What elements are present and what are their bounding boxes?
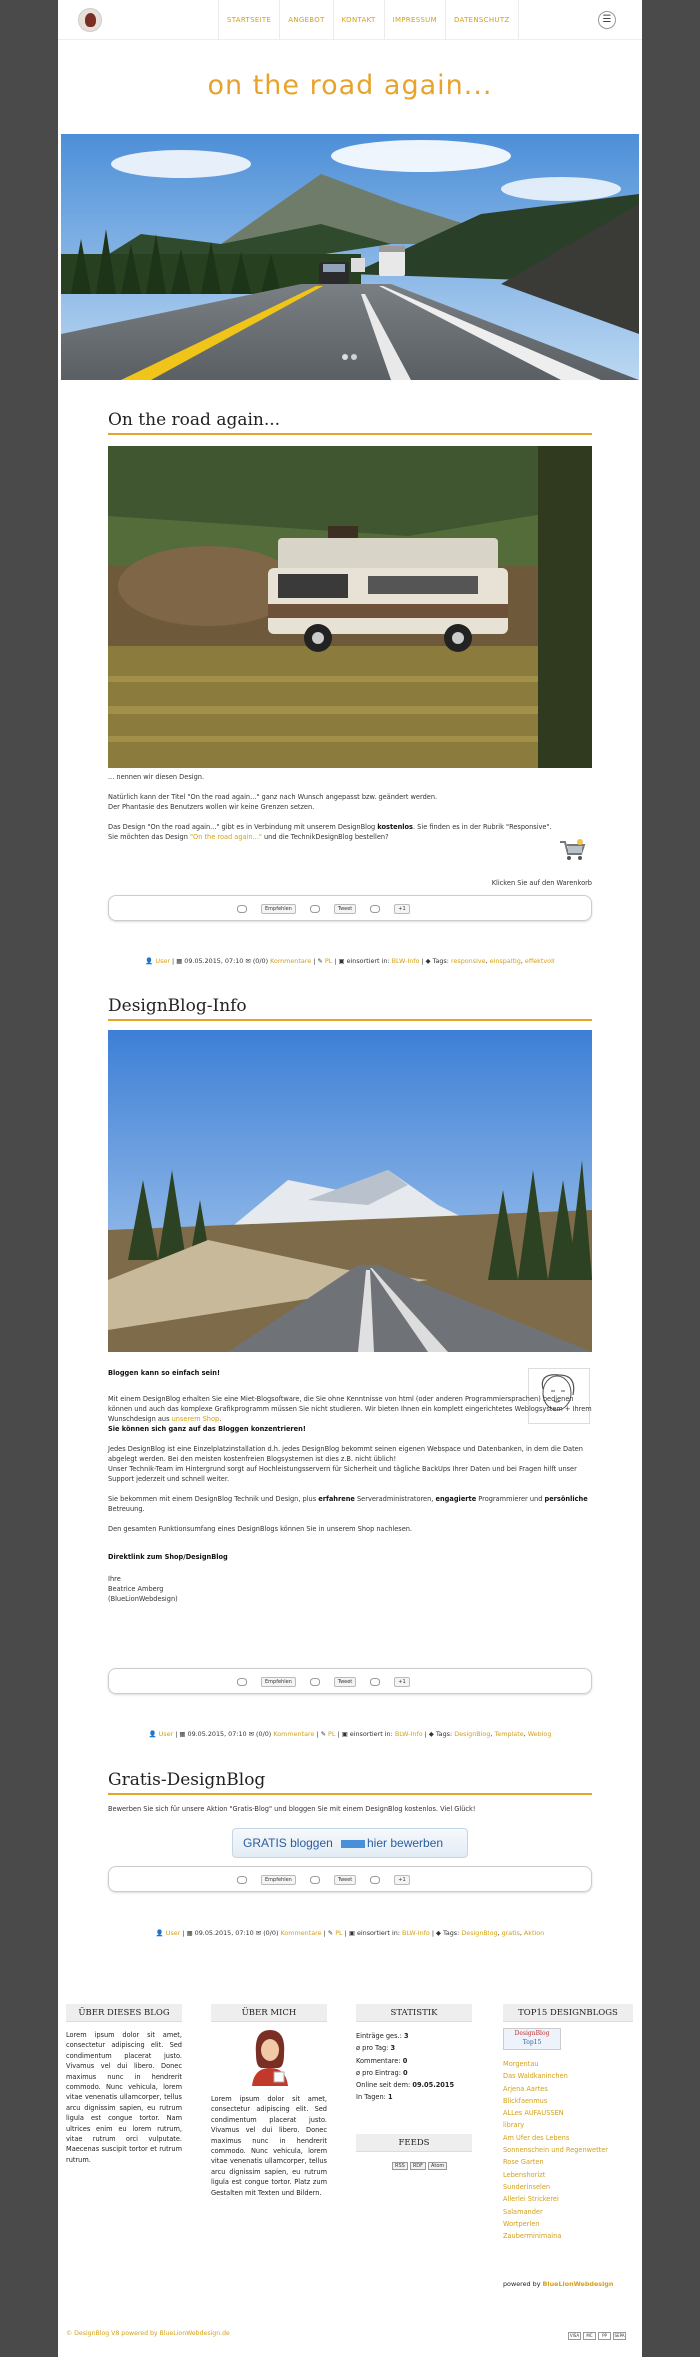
facebook-like-button[interactable]: Empfehlen: [261, 1875, 296, 1885]
post1-tag-link[interactable]: effektvoll: [524, 957, 555, 965]
post3-date: 09.05.2015, 07:10: [194, 1929, 254, 1937]
user-icon: 👤: [145, 957, 154, 965]
tweet-button[interactable]: Tweet: [334, 1677, 356, 1687]
widget-title-feeds: FEEDS: [356, 2134, 472, 2152]
post2-date: 09.05.2015, 07:10: [187, 1730, 247, 1738]
link-icon: ✎: [317, 957, 323, 965]
post3-p1: Bewerben Sie sich für unsere Aktion "Gratis-Blog" und bloggen Sie mit einem DesignBlog kostenlos. Viel Glück!: [108, 1805, 476, 1813]
top15-link[interactable]: Blickfaenmus: [503, 2096, 548, 2105]
visa-icon: VISA: [569, 2333, 580, 2338]
post2-p1: [108, 1394, 592, 1424]
top-navigation: [58, 0, 642, 40]
post1-tag-link[interactable]: einspaltig: [489, 957, 521, 965]
rss-feed-button[interactable]: RSS: [392, 2162, 408, 2170]
copyright-text[interactable]: © DesignBlog V8 powered by BlueLionWebdesign.de: [66, 2330, 230, 2337]
nav-item-angebot[interactable]: ANGEBOT: [279, 0, 332, 40]
post1-meta: 👤 User | ▦ 09.05.2015, 07:10 ✉ (0/0) Kommentare | ✎ PL | ▣ einsortiert in: BLW-Info | ◆ Tags: responsive, einspaltig, effektvoll: [145, 957, 555, 965]
eye-icon: [237, 1876, 247, 1884]
post-image-motorhome: [108, 446, 592, 768]
post2-meta: 👤 User | ▦ 09.05.2015, 07:10 ✉ (0/0) Kommentare | ✎ PL | ▣ einsortiert in: BLW-Info | ◆ Tags: DesignBlog, Template, Weblog: [148, 1730, 552, 1738]
post2-body: [108, 1394, 592, 1604]
post1-permalink[interactable]: PL: [324, 957, 333, 965]
sepa-icon: SEPA: [614, 2333, 625, 2338]
hero-slider-image: [61, 134, 639, 380]
comment-icon: ✉: [245, 957, 251, 965]
stat-value: 0: [403, 2068, 408, 2077]
post1-order: [108, 832, 592, 842]
folder-icon: ▣: [341, 1730, 348, 1738]
post2-intro: Bloggen kann so einfach sein!: [108, 1369, 220, 1377]
post2-direct-shop-link[interactable]: Direktlink zum Shop/DesignBlog: [108, 1553, 228, 1561]
post2-filed-label: einsortiert in:: [349, 1730, 393, 1738]
post1-offer-pre: Das Design "On the road again..." gibt es in Verbindung mit unserem DesignBlog: [108, 823, 378, 831]
widget-about-blog-text: Lorem ipsum dolor sit amet, consectetur adipiscing elit. Sed condimentum placerat justo. Vivamus vel dui libero. Donec maximus nunc in hendrerit commodo. Nunc vehicula, lorem vitae venenatis ullamcorper, tellus arcu dignissim sapien, eu rutrum ligula est congue tortor. Nam ultrices enim eu lorem rutrum, vitae rutrum orci vulputate. Maecenas suscipit tortor et rutrum rutrum.: [66, 2031, 182, 2164]
calendar-icon: ▦: [179, 1730, 186, 1738]
stat-label: Einträge ges.:: [356, 2032, 404, 2040]
stat-value: 09.05.2015: [412, 2081, 455, 2090]
post2-tags-label: Tags:: [435, 1730, 453, 1738]
stat-row: [356, 2079, 472, 2091]
tag-icon: ◆: [428, 1730, 434, 1738]
post3-filed-label: einsortiert in:: [356, 1929, 400, 1937]
eye-icon: [370, 1678, 380, 1686]
post1-author-link[interactable]: User: [155, 957, 170, 965]
post3-tag-link[interactable]: gratis: [501, 1929, 520, 1937]
post2-p4-e: Betreuung.: [108, 1505, 145, 1513]
post1-tag-link[interactable]: responsive: [450, 957, 486, 965]
top15-link[interactable]: Arjena Aartes: [503, 2084, 548, 2093]
nav-item-impressum[interactable]: IMPRESSUM: [384, 0, 445, 40]
stat-label: In Tagen:: [356, 2093, 388, 2102]
post1-category-link[interactable]: BLW-Info: [391, 957, 420, 965]
widget-about-me-text: Lorem ipsum dolor sit amet, consectetur adipiscing elit. Sed condimentum placerat justo. Vivamus vel dui libero. Donec maximus nunc in hendrerit commodo. Nunc vehicula, lorem vitae venenatis ullamcorper, tellus arcu dignissim sapien, eu rutrum ligula est congue tortor. Platz zum Gestalten mit Texten und Bildern.: [211, 2095, 327, 2197]
post2-sign-1: Ihre: [108, 1575, 121, 1583]
banner-left-text: GRATIS bloggen: [243, 1836, 333, 1850]
top15-link[interactable]: Am Ufer des Lebens: [503, 2133, 570, 2142]
gratis-banner-button[interactable]: [232, 1828, 468, 1858]
menu-toggle-icon[interactable]: ☰: [598, 11, 616, 29]
top15-link[interactable]: Salamander: [503, 2207, 543, 2216]
link-icon: ✎: [327, 1929, 334, 1937]
stat-row: [356, 2091, 472, 2103]
stat-row: [356, 2067, 472, 2079]
post2-p3: Unser Technik-Team im Hintergrund sorgt auf Hochleistungsservern für Sicherheit und tägliche BackUps Ihrer Daten und bei Fragen hilft unser Support jederzeit und schnell weiter.: [108, 1465, 577, 1483]
post1-text: [108, 772, 592, 842]
post2-category-link[interactable]: BLW-Info: [394, 1730, 423, 1738]
banner-right-text: hier bewerben: [367, 1836, 444, 1850]
post3-tag-link[interactable]: DesignBlog: [461, 1929, 498, 1937]
top15-link[interactable]: Zauberminimaina: [503, 2232, 562, 2241]
top15-link[interactable]: Rose Garten: [503, 2158, 544, 2167]
post2-p1-text: Mit einem DesignBlog erhalten Sie eine Miet-Blogsoftware, die Sie ohne Kenntnisse von html (oder anderen Programmiersprachen) bedienen können und auch das komplexe Grafikprogramm müssen Sie nicht studieren. Wir bieten Ihnen ein komplett eingerichtetes Weblogsystem + Ihrem Wunschdesign aus: [108, 1395, 592, 1423]
post3-category-link[interactable]: BLW-Info: [401, 1929, 430, 1937]
post3-author-link[interactable]: User: [165, 1929, 181, 1937]
comment-icon: ✉: [255, 1929, 262, 1937]
top15-link[interactable]: library: [503, 2121, 525, 2130]
post1-offer: [108, 822, 592, 832]
eye-icon: [310, 1876, 320, 1884]
post2-tag-link[interactable]: DesignBlog: [454, 1730, 491, 1738]
stat-value: 3: [403, 2032, 409, 2040]
powered-by: [503, 2280, 613, 2288]
top15-badge[interactable]: [503, 2028, 561, 2050]
widget-title-top15: TOP15 DESIGNBLOGS: [503, 2004, 633, 2022]
comment-icon: ✉: [248, 1730, 254, 1738]
post-title-designblog-info[interactable]: DesignBlog-Info: [108, 996, 592, 1021]
stat-value: 0: [402, 2056, 408, 2065]
post2-p4: [108, 1494, 592, 1514]
post1-date: 09.05.2015, 07:10: [184, 957, 244, 965]
arrow-right-icon: [341, 1840, 365, 1848]
tag-icon: ◆: [436, 1929, 441, 1937]
feed-buttons: [392, 2162, 447, 2170]
post2-comment-count: (0/0): [256, 1730, 272, 1738]
shopping-cart-icon[interactable]: [558, 836, 586, 864]
post2-comments-link[interactable]: Kommentare: [273, 1730, 315, 1738]
calendar-icon: ▦: [186, 1929, 193, 1937]
post2-p4-b1: erfahrene: [318, 1495, 355, 1503]
google-plus-button[interactable]: +1: [394, 904, 409, 914]
stat-row: [356, 2055, 472, 2067]
main-menu: [218, 0, 519, 40]
stats-list: [356, 2030, 472, 2104]
post1-order-pre: Sie möchten das Design: [108, 833, 190, 841]
post1-comment-count: (0/0): [252, 957, 269, 965]
stat-value: 3: [390, 2044, 396, 2053]
site-title: on the road again...: [207, 70, 493, 101]
google-plus-button[interactable]: +1: [394, 1677, 409, 1687]
post1-comments-link[interactable]: Kommentare: [270, 957, 312, 965]
widget-title-about-blog: ÜBER DIESES BLOG: [66, 2004, 182, 2022]
post2-shop-link[interactable]: unserem Shop: [171, 1415, 220, 1423]
paypal-icon: PP: [598, 2332, 611, 2340]
post1-offer-bold: kostenlos: [377, 823, 413, 831]
eye-icon: [237, 1678, 247, 1686]
eye-icon: [370, 1876, 380, 1884]
post1-p1: ... nennen wir diesen Design.: [108, 773, 205, 781]
post2-sign-3: (BlueLionWebdesign): [108, 1595, 178, 1603]
stat-label: Online seit dem:: [356, 2081, 413, 2090]
post2-tag-link[interactable]: Template: [494, 1730, 524, 1738]
slider-dot-2[interactable]: [351, 354, 357, 360]
eye-icon: [237, 905, 247, 913]
post1-tags-label: Tags:: [432, 957, 449, 965]
top15-link[interactable]: Allerlei Strickerei: [503, 2195, 559, 2204]
post2-p2: Jedes DesignBlog ist eine Einzelplatzinstallation d.h. jedes DesignBlog bekommt seinen eigenen Webspace und Datenbanken, in dem die Daten abgelegt werden. Bei den meisten kostenfreien Blogsystemen ist dies z.B. nicht üblich!: [108, 1445, 583, 1463]
post2-p4-d: Programmierer und: [476, 1495, 545, 1503]
eye-icon: [370, 905, 380, 913]
avatar: [248, 2028, 292, 2086]
site-logo[interactable]: [78, 8, 102, 32]
tweet-button[interactable]: Tweet: [334, 1875, 356, 1885]
top15-badge-line2: Top15: [522, 2039, 542, 2046]
post3-tags-label: Tags:: [442, 1929, 460, 1937]
post-image-mountain-road: [108, 1030, 592, 1352]
powered-label: powered by: [503, 2280, 543, 2288]
calendar-icon: ▦: [176, 957, 183, 965]
cart-hint: Klicken Sie auf den Warenkorb: [491, 879, 592, 887]
post1-p3: Der Phantasie des Benutzers wollen wir keine Grenzen setzen.: [108, 803, 315, 811]
stat-row: [356, 2042, 472, 2054]
post-title-on-the-road[interactable]: On the road again...: [108, 410, 592, 435]
link-icon: ✎: [320, 1730, 326, 1738]
stat-label: ø pro Eintrag:: [356, 2068, 404, 2077]
nav-item-datenschutz[interactable]: DATENSCHUTZ: [445, 0, 519, 40]
slider-dot-1[interactable]: [342, 354, 348, 360]
eye-icon: [310, 1678, 320, 1686]
google-plus-button[interactable]: +1: [394, 1875, 409, 1885]
payment-icons: [568, 2332, 626, 2340]
post2-permalink[interactable]: PL: [328, 1730, 336, 1738]
post2-p4-b3: persönliche: [544, 1495, 588, 1503]
post3-permalink[interactable]: PL: [335, 1929, 343, 1937]
post1-offer-post: . Sie finden es in der Rubrik "Responsive".: [412, 823, 552, 831]
post1-p2: Natürlich kann der Titel "On the road again..." ganz nach Wunsch angepasst bzw. geändert werden.: [108, 793, 438, 801]
tag-icon: ◆: [425, 957, 431, 965]
powered-link[interactable]: BlueLionWebdesign: [542, 2280, 614, 2288]
top15-list: [503, 2058, 619, 2242]
post2-p4-a: Sie bekommen mit einem DesignBlog Technik und Design, plus: [108, 1495, 319, 1503]
top15-badge-line1: DesignBlog: [514, 2030, 550, 2037]
post2-author-link[interactable]: User: [158, 1730, 174, 1738]
widget-title-about-me: ÜBER MICH: [211, 2004, 327, 2022]
post3-comment-count: (0/0): [263, 1929, 279, 1937]
top15-link[interactable]: Morgentau: [503, 2060, 539, 2068]
eye-icon: [310, 905, 320, 913]
post1-order-post: und die TechnikDesignBlog bestellen?: [261, 833, 389, 841]
rdf-feed-button[interactable]: RDF: [410, 2162, 426, 2170]
facebook-like-button[interactable]: Empfehlen: [261, 904, 296, 914]
post-title-gratis-designblog[interactable]: Gratis-DesignBlog: [108, 1770, 592, 1795]
post2-tag-link[interactable]: Weblog: [527, 1730, 552, 1738]
stat-label: Kommentare:: [356, 2056, 403, 2065]
slider-dots: [342, 354, 357, 360]
post2-p4-b2: engagierte: [435, 1495, 477, 1503]
atom-feed-button[interactable]: Atom: [428, 2162, 447, 2170]
nav-item-kontakt[interactable]: KONTAKT: [333, 0, 384, 40]
post3-tag-link[interactable]: Aktion: [523, 1929, 545, 1937]
top15-link[interactable]: Wortperlen: [503, 2219, 540, 2228]
post2-p1-end: .: [219, 1415, 222, 1423]
nav-item-startseite[interactable]: STARTSEITE: [218, 0, 279, 40]
top15-link[interactable]: Sunderinselen: [503, 2182, 551, 2191]
stat-value: 1: [387, 2093, 393, 2102]
user-icon: 👤: [155, 1929, 164, 1937]
mastercard-icon: MC: [583, 2332, 596, 2340]
stat-label: ø pro Tag:: [356, 2044, 391, 2053]
top15-link[interactable]: Das Waldkaninchen: [503, 2072, 568, 2081]
top15-link[interactable]: ALLes AUFAUSSEN: [503, 2109, 564, 2118]
top15-link[interactable]: Sonnenschein und Regenwetter: [503, 2146, 609, 2155]
widget-title-statistik: STATISTIK: [356, 2004, 472, 2022]
tweet-button[interactable]: Tweet: [334, 904, 356, 914]
post2-p1-bold: Sie können sich ganz auf das Bloggen konzentrieren!: [108, 1425, 306, 1433]
post3-meta: 👤 User | ▦ 09.05.2015, 07:10 ✉ (0/0) Kommentare | ✎ PL | ▣ einsortiert in: BLW-Info | ◆ Tags: DesignBlog, gratis, Aktion: [155, 1929, 545, 1937]
top15-link[interactable]: Lebenshorizt: [503, 2170, 546, 2179]
post3-comments-link[interactable]: Kommentare: [280, 1929, 322, 1937]
post2-text: [108, 1368, 518, 1388]
share-bar: [108, 895, 592, 921]
folder-icon: ▣: [338, 957, 345, 965]
user-icon: 👤: [148, 1730, 157, 1738]
post1-filed-label: einsortiert in:: [346, 957, 390, 965]
share-bar: [108, 1668, 592, 1694]
share-bar: [108, 1866, 592, 1892]
post1-order-link[interactable]: "On the road again...": [189, 833, 262, 841]
facebook-like-button[interactable]: Empfehlen: [261, 1677, 296, 1687]
folder-icon: ▣: [348, 1929, 355, 1937]
stat-row: [356, 2030, 472, 2042]
post2-p5: Den gesamten Funktionsumfang eines DesignBlogs können Sie in unserem Shop nachlesen.: [108, 1525, 413, 1533]
post2-p4-c: Serveradministratoren,: [354, 1495, 436, 1503]
post2-sign-2: Beatrice Amberg: [108, 1585, 164, 1593]
page: [58, 0, 642, 2357]
